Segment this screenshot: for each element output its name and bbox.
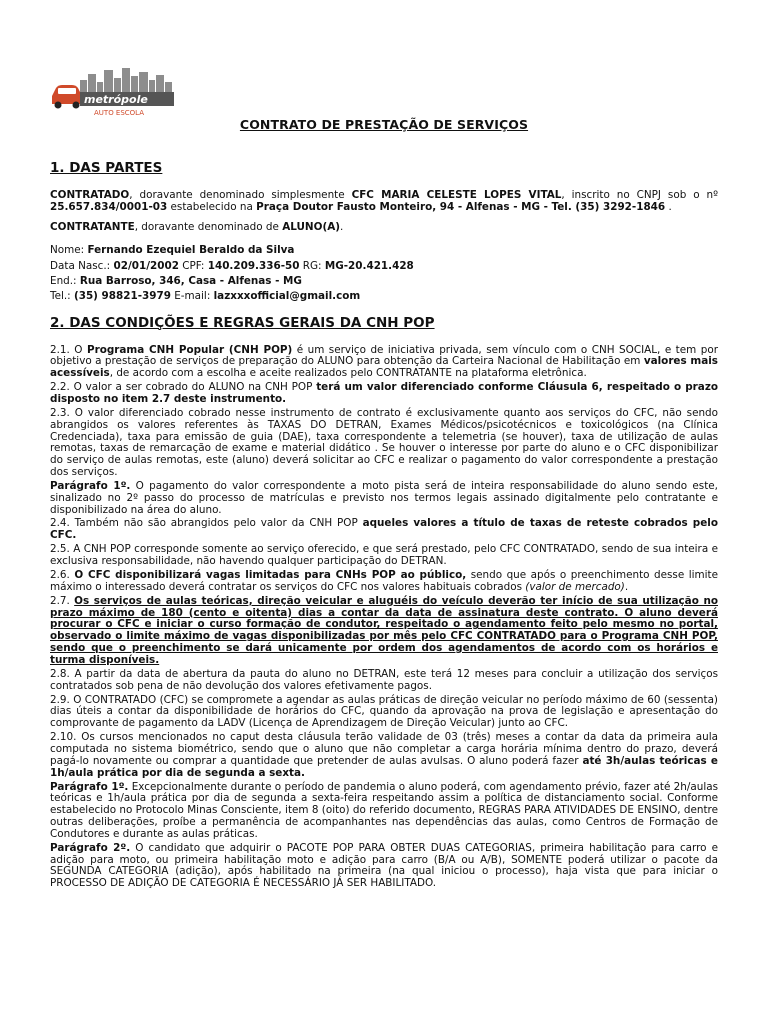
clause-2-5: 2.5. A CNH POP corresponde somente ao serviço oferecido, e que será prestado, pelo CFC CONTRATADO, sendo de sua inteira e exclusiva responsabilidade, não havendo qualquer participação do DETRAN. <box>50 543 718 568</box>
metropole-logo <box>50 66 176 118</box>
student-address: End.: Rua Barroso, 346, Casa - Alfenas - MG <box>50 274 302 287</box>
student-name: Nome: Fernando Ezequiel Beraldo da Silva <box>50 244 295 257</box>
contratado-paragraph: CONTRATADO, doravante denominado simplesmente CFC MARIA CELESTE LOPES VITAL, inscrito no CNPJ sob o nº 25.657.834/0001-03 estabelecido na Praça Doutor Fausto Monteiro, 94 - Alfenas - MG - Tel. (35) 3292-1846 . <box>50 189 718 213</box>
clause-2-1: 2.1. O Programa CNH Popular (CNH POP) é um serviço de iniciativa privada, sem vínculo com o CNH SOCIAL, e tem por objetivo a prestação de serviços de preparação do ALUNO para obtenção da Carteira Nacional de Habilitação em valores mais acessíveis, de acordo com a escolha e aceite realizados pelo CONTRATANTE na plataforma eletrônica. <box>50 343 718 380</box>
clause-2-4: 2.4. Também não são abrangidos pelo valor da CNH POP aqueles valores a título de taxas de reteste cobrados pelo CFC. <box>50 517 718 542</box>
paragraph-1: Parágrafo 1º. O pagamento do valor correspondente a moto pista será de inteira responsabilidade do aluno sendo este, sinalizado no 2º passo do processo de matrículas e previsto nos termos legais assinado digitalmente pelo contratante e disponibilizado na área do aluno. <box>50 479 718 516</box>
clause-2-9: 2.9. O CONTRATADO (CFC) se compromete a agendar as aulas práticas de direção veicular no período máximo de 60 (sessenta) dias úteis a contar da disponibilidade de horários do CFC, quando da aprovação na prova de legislação e apresentação do comprovante de pagamento da LADV (Licença de Aprendizagem de Direção Veicular) junto ao CFC. <box>50 693 718 730</box>
svg-text:metrópole: metrópole <box>84 93 148 106</box>
contract-body <box>50 160 718 892</box>
car-icon <box>52 85 82 109</box>
clause-2-8: 2.8. A partir da data de abertura da pauta do aluno no DETRAN, este terá 12 meses para concluir a utilização dos serviços contratados sob pena de não devolução dos valores efetivamente pagos. <box>50 667 718 692</box>
student-contact: Tel.: (35) 98821-3979 E-mail: lazxxxofficial@gmail.com <box>50 290 361 303</box>
clause-2-10: 2.10. Os cursos mencionados no caput desta cláusula terão validade de 03 (três) meses a contar da data da primeira aula computada no sistema biométrico, sendo que o aluno que não completar a carga horária mínima dentro do prazo, deverá pagá-lo novamente ou comprar a quantidade que pretender de aulas avulsas. O aluno poderá fazer até 3h/aulas teóricas e 1h/aula prática por dia de segunda a sexta. <box>50 731 718 779</box>
student-info <box>50 243 718 304</box>
clause-2-6: 2.6. O CFC disponibilizará vagas limitadas para CNHs POP ao público, sendo que após o preenchimento desse limite máximo o interessado deverá contratar os serviços do CFC nos valores habituais cobrados (valor de mercado). <box>50 569 718 593</box>
section-2-heading: 2. DAS CONDIÇÕES E REGRAS GERAIS DA CNH POP <box>50 314 435 331</box>
paragraph-2: Parágrafo 2º. O candidato que adquirir o PACOTE POP PARA OBTER DUAS CATEGORIAS, primeira habilitação para carro e adição para moto, ou primeira habilitação moto e adição para carro (B/A ou A/B), SOMENTE poderá utilizar o pacote da SEGUNDA CATEGORIA (adição), após habilitado na primeira (na qual iniciou o processo), haja vista que para iniciar o PROCESSO DE ADIÇÃO DE CATEGORIA É NECESSÁRIO JÁ SER HABILITADO. <box>50 841 718 890</box>
contract-title: CONTRATO DE PRESTAÇÃO DE SERVIÇOS <box>239 117 529 132</box>
student-documents: Data Nasc.: 02/01/2002 CPF: 140.209.336-50 RG: MG-20.421.428 <box>50 259 414 272</box>
clause-2-2: 2.2. O valor a ser cobrado do ALUNO na CNH POP terá um valor diferenciado conforme Cláusula 6, respeitado o prazo disposto no item 2.7 deste instrumento. <box>50 381 719 405</box>
contratante-paragraph: CONTRATANTE, doravante denominado de ALUNO(A). <box>50 220 344 233</box>
svg-text:AUTO ESCOLA: AUTO ESCOLA <box>94 109 145 117</box>
paragraph-1-pandemic: Parágrafo 1º. Excepcionalmente durante o período de pandemia o aluno poderá, com agendamento prévio, fazer até 2h/aulas teóricas e 1h/aula prática por dia de segunda a sexta-feira respeitando assim a política de distanciamento social. Conforme estabelecido no Protocolo Minas Consciente, item 8 (oito) do referido documento, REGRAS PARA ATIVIDADES DE ENSINO, dentre outras deliberações, proíbe a permanência de acompanhantes nas dependências das aulas, como Centros de Formação de Condutores e durante as aulas práticas. <box>50 780 718 840</box>
section-1-heading: 1. DAS PARTES <box>50 160 163 176</box>
clause-2-7: 2.7. Os serviços de aulas teóricas, direção veicular e aluguéis do veículo deverão ter início de sua utilização no prazo máximo de 180 (cento e oitenta) dias a contar da data de assinatura deste contrato. O aluno deverá procurar o CFC e iniciar o curso formação de condutor, respeitado o agendamento feito pelo mesmo no portal, observado o limite máximo de vagas disponibilizadas por mês pelo CFC CONTRATADO para o Programa CNH POP, sendo que o preenchimento se dará unicamente por ordem dos agendamentos de acordo com os horários e turma disponíveis. <box>50 594 718 666</box>
clause-2-3: 2.3. O valor diferenciado cobrado nesse instrumento de contrato é exclusivamente quanto aos serviços do CFC, não sendo abrangidos os valores referentes às TAXAS DO DETRAN, Exames Médicos/psicotécnicos e toxicológicos (na Clínica Credenciada), taxa para emissão de guia (DAE), taxa correspondente a telemetria (se houver), taxa de utilização de aulas remotas, taxas de remarcação de exame e material didático . Se houver o interesse por parte do aluno e o CFC disponibilizar do serviço de aulas remotas, este (aluno) deverá solicitar ao CFC e realizar o pagamento do valor correspondente a prestação dos serviços. <box>50 406 718 478</box>
